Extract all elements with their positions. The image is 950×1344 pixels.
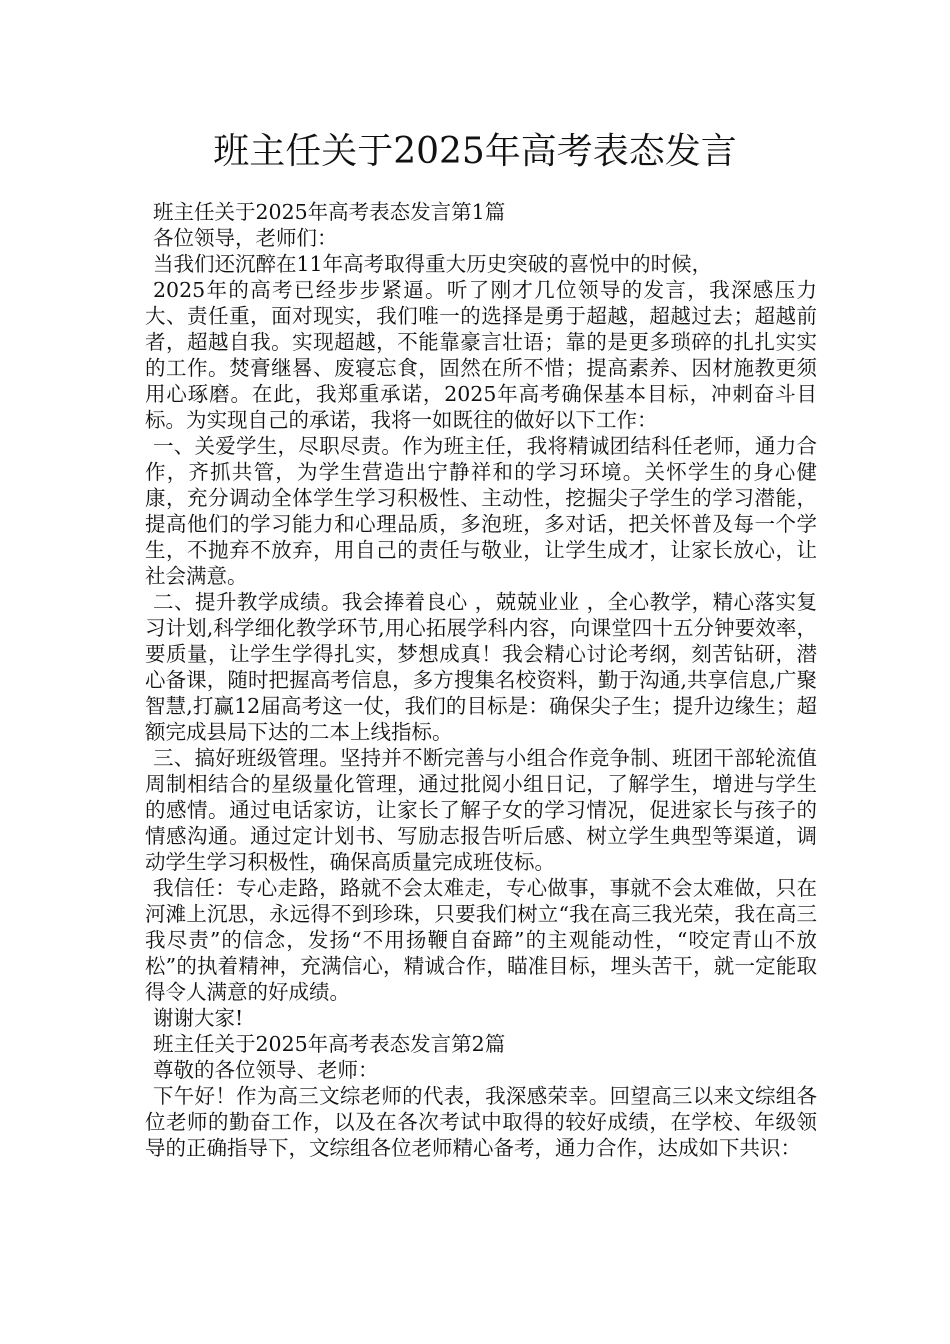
paragraph-belief: 我信任：专心走路，路就不会太难走，专心做事，事就不会太难做，只在河滩上沉思，永远得不到珍珠，只要我们树立“我在高三我光荣，我在高三我尽责”的信念，发扬“不用扬鞭自奋蹄”的主观能动性，“咬定青山不放松”的执着精神，充满信心，精诚合作，瞄准目标，埋头苦干，就一定能取得令人满意的好成绩。 — [145, 876, 817, 1004]
section-heading-1: 班主任关于2025年高考表态发言第1篇 — [153, 200, 506, 224]
section-heading-2: 班主任关于2025年高考表态发言第2篇 — [153, 1032, 506, 1056]
salutation-2: 尊敬的各位领导、老师： — [153, 1058, 379, 1082]
paragraph-teaching: 二、提升教学成绩。我会捧着良心 ，兢兢业业 ，全心教学，精心落实复习计划,科学细化教学环节,用心拓展学科内容，向课堂四十五分钟要效率，要质量，让学生学得扎实，梦想成真！我会精心讨论考纲，刻苦钻研，潜心备课，随时把握高考信息，多方搜集名校资料，勤于沟通,共享信息,广聚智慧,打赢12届高考这一仗，我们的目标是：确保尖子生；提升边缘生；超额完成县局下达的二本上线指标。 — [145, 590, 817, 744]
document-body — [145, 199, 817, 1161]
closing-thanks: 谢谢大家! — [153, 1006, 244, 1030]
paragraph-care-students: 一、关爱学生，尽职尽责。作为班主任，我将精诚团结科任老师，通力合作，齐抓共管，为学生营造出宁静祥和的学习环境。关怀学生的身心健康，充分调动全体学生学习积极性、主动性，挖掘尖子学生的学习潜能，提高他们的学习能力和心理品质，多泡班，多对话，把关怀普及每一个学生，不抛弃不放弃，用自己的责任与敬业，让学生成才，让家长放心，让社会满意。 — [145, 434, 817, 588]
document-title: 班主任关于2025年高考表态发言 — [213, 131, 737, 172]
paragraph: 2025年的高考已经步步紧逼。听了刚才几位领导的发言，我深感压力大、责任重，面对现实，我们唯一的选择是勇于超越，超越过去；超越前者，超越自我。实现超越，不能靠豪言壮语；靠的是更多琐碎的扎扎实实的工作。焚膏继晷、废寝忘食，固然在所不惜；提高素养、因材施教更须用心琢磨。在此，我郑重承诺，2025年高考确保基本目标，冲刺奋斗目标。为实现自己的承诺，我将一如既往的做好以下工作： — [145, 278, 817, 432]
paragraph-class-management: 三、搞好班级管理。坚持并不断完善与小组合作竞争制、班团干部轮流值周制相结合的星级量化管理，通过批阅小组日记，了解学生，增进与学生的感情。通过电话家访，让家长了解子女的学习情况，促进家长与孩子的情感沟通。通过定计划书、写励志报告听后感、树立学生典型等渠道，调动学生学习积极性，确保高质量完成班伎标。 — [145, 746, 817, 874]
salutation-1: 各位领导，老师们： — [153, 226, 338, 250]
paragraph: 当我们还沉醉在11年高考取得重大历史突破的喜悦中的时候， — [153, 252, 713, 276]
paragraph: 下午好！作为高三文综老师的代表，我深感荣幸。回望高三以来文综组各位老师的勤奋工作，以及在各次考试中取得的较好成绩，在学校、年级领导的正确指导下，文综组各位老师精心备考，通力合作，达成如下共识： — [145, 1084, 817, 1160]
